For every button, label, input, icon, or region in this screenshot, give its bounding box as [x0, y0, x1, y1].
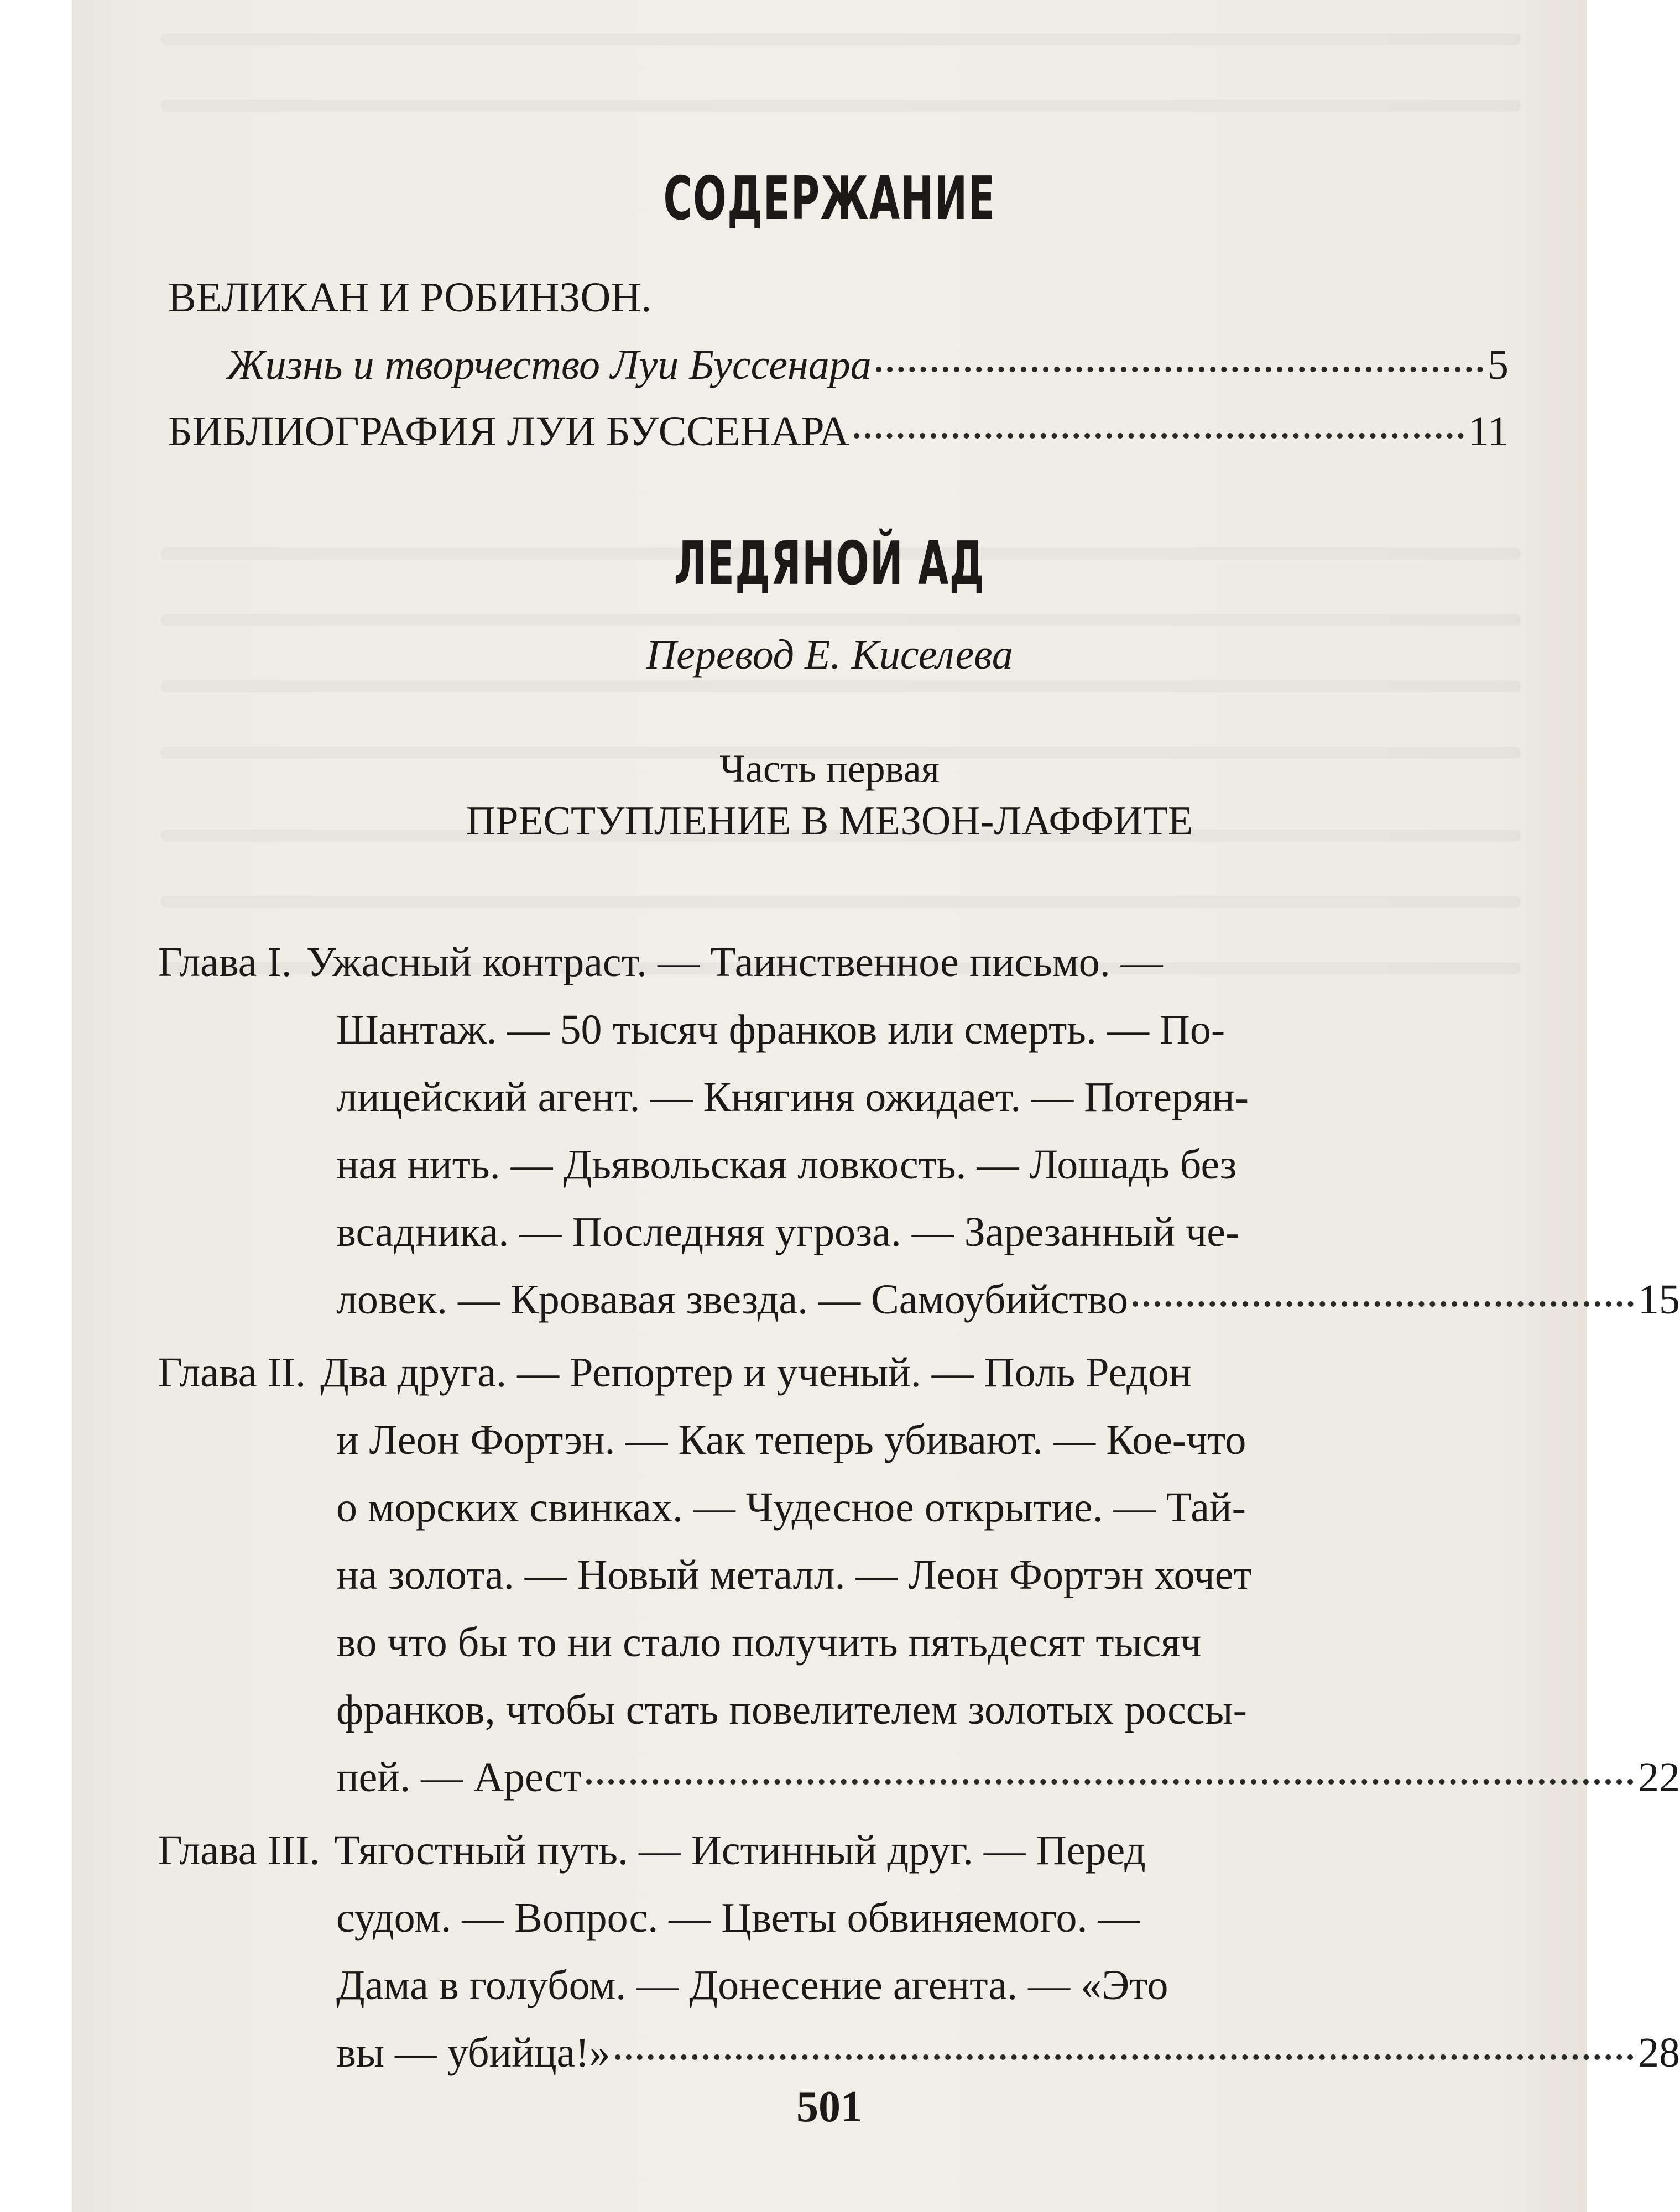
toc-entry-label: ВЕЛИКАН И РОБИНЗОН.: [168, 274, 652, 321]
bleed-through: [160, 614, 1521, 626]
chapter-line: [336, 1419, 1246, 1461]
chapter-line: [336, 1006, 1452, 1053]
novel-title: ЛЕДЯНОЙ АД: [674, 529, 985, 598]
toc-page-number: 28: [1638, 2030, 1680, 2076]
toc-entry-label: БИБЛИОГРАФИЯ ЛУИ БУССЕНАРА: [168, 408, 849, 455]
dot-leader: [1133, 1301, 1634, 1307]
contents-heading: СОДЕРЖАНИЕ: [663, 164, 996, 233]
chapter-line: [336, 1897, 1140, 1939]
chapter-label: Глава I.: [158, 939, 292, 985]
chapter-line: [336, 2032, 1680, 2074]
chapter-line: [336, 1689, 1247, 1731]
bleed-through: [160, 680, 1521, 692]
chapter-line: [158, 1827, 1146, 1874]
chapter-line: [336, 1964, 1168, 2006]
bleed-through: [160, 33, 1521, 45]
chapter-line: [336, 1754, 1680, 1801]
dot-leader: [586, 1779, 1634, 1785]
bleed-through: [160, 100, 1521, 112]
toc-entry-title: [168, 276, 651, 319]
toc-entry-label: Жизнь и творчество Луи Буссенара: [227, 342, 872, 388]
chapter-text: лицейский агент. — Княгиня ожидает. — Потерян-: [336, 1074, 1249, 1120]
page-number: 501: [796, 2083, 863, 2131]
dot-leader: [615, 2054, 1634, 2060]
toc-page-number: 22: [1638, 1754, 1680, 1801]
dot-leader: [876, 367, 1483, 372]
chapter-text: Тягостный путь. — Истинный друг. — Перед: [334, 1827, 1146, 1874]
translator-line: Перевод Е. Киселева: [646, 632, 1013, 678]
chapter-text: франков, чтобы стать повелителем золотых россы-: [336, 1687, 1247, 1733]
toc-entry: [227, 344, 1509, 386]
chapter-text: вы — убийца!»: [336, 2030, 611, 2076]
chapter-text: Шантаж. — 50 тысяч франков или смерть. — По-: [336, 1006, 1225, 1053]
dot-leader: [854, 433, 1464, 439]
toc-page-number: 11: [1468, 408, 1509, 455]
chapter-label: Глава III.: [158, 1827, 320, 1874]
chapter-label: Глава II.: [158, 1349, 306, 1396]
chapter-line: [158, 1349, 1192, 1396]
toc-entry: [168, 408, 1509, 455]
chapter-text: Дама в голубом. — Донесение агента. — «Это: [336, 1962, 1168, 2008]
chapter-line: [336, 1141, 1452, 1188]
chapter-text: на золота. — Новый металл. — Леон Фортэн хочет: [336, 1552, 1252, 1598]
book-page: [72, 0, 1680, 2212]
chapter-line: [158, 941, 1452, 983]
chapter-text: судом. — Вопрос. — Цветы обвиняемого. —: [336, 1895, 1140, 1941]
chapter-text: пей. — Арест: [336, 1754, 582, 1801]
chapter-text: Два друга. — Репортер и ученый. — Поль Редон: [320, 1349, 1192, 1396]
chapter-text: ловек. — Кровавая звезда. — Самоубийство: [336, 1276, 1129, 1323]
chapter-text: во что бы то ни стало получить пятьдесят тысяч: [336, 1619, 1202, 1666]
toc-page-number: 15: [1638, 1276, 1680, 1323]
toc-page-number: 5: [1488, 342, 1509, 388]
chapter-line: [336, 1484, 1246, 1531]
chapter-line: [336, 1554, 1252, 1596]
chapter-line: [336, 1276, 1680, 1323]
chapter-line: [336, 1619, 1202, 1666]
chapter-line: [336, 1211, 1452, 1253]
chapter-text: и Леон Фортэн. — Как теперь убивают. — Кое-что: [336, 1417, 1246, 1463]
bleed-through: [160, 896, 1521, 908]
part-label: Часть первая: [719, 747, 940, 791]
chapter-text: всадника. — Последняя угроза. — Зарезанный че-: [336, 1209, 1240, 1255]
chapter-line: [336, 1076, 1452, 1118]
part-title: ПРЕСТУПЛЕНИЕ В МЕЗОН-ЛАФФИТЕ: [466, 799, 1193, 844]
chapter-text: о морских свинках. — Чудесное открытие. — Тай-: [336, 1484, 1246, 1531]
chapter-text: ная нить. — Дьявольская ловкость. — Лошадь без: [336, 1141, 1237, 1188]
chapter-text: Ужасный контраст. — Таинственное письмо. —: [306, 939, 1163, 985]
